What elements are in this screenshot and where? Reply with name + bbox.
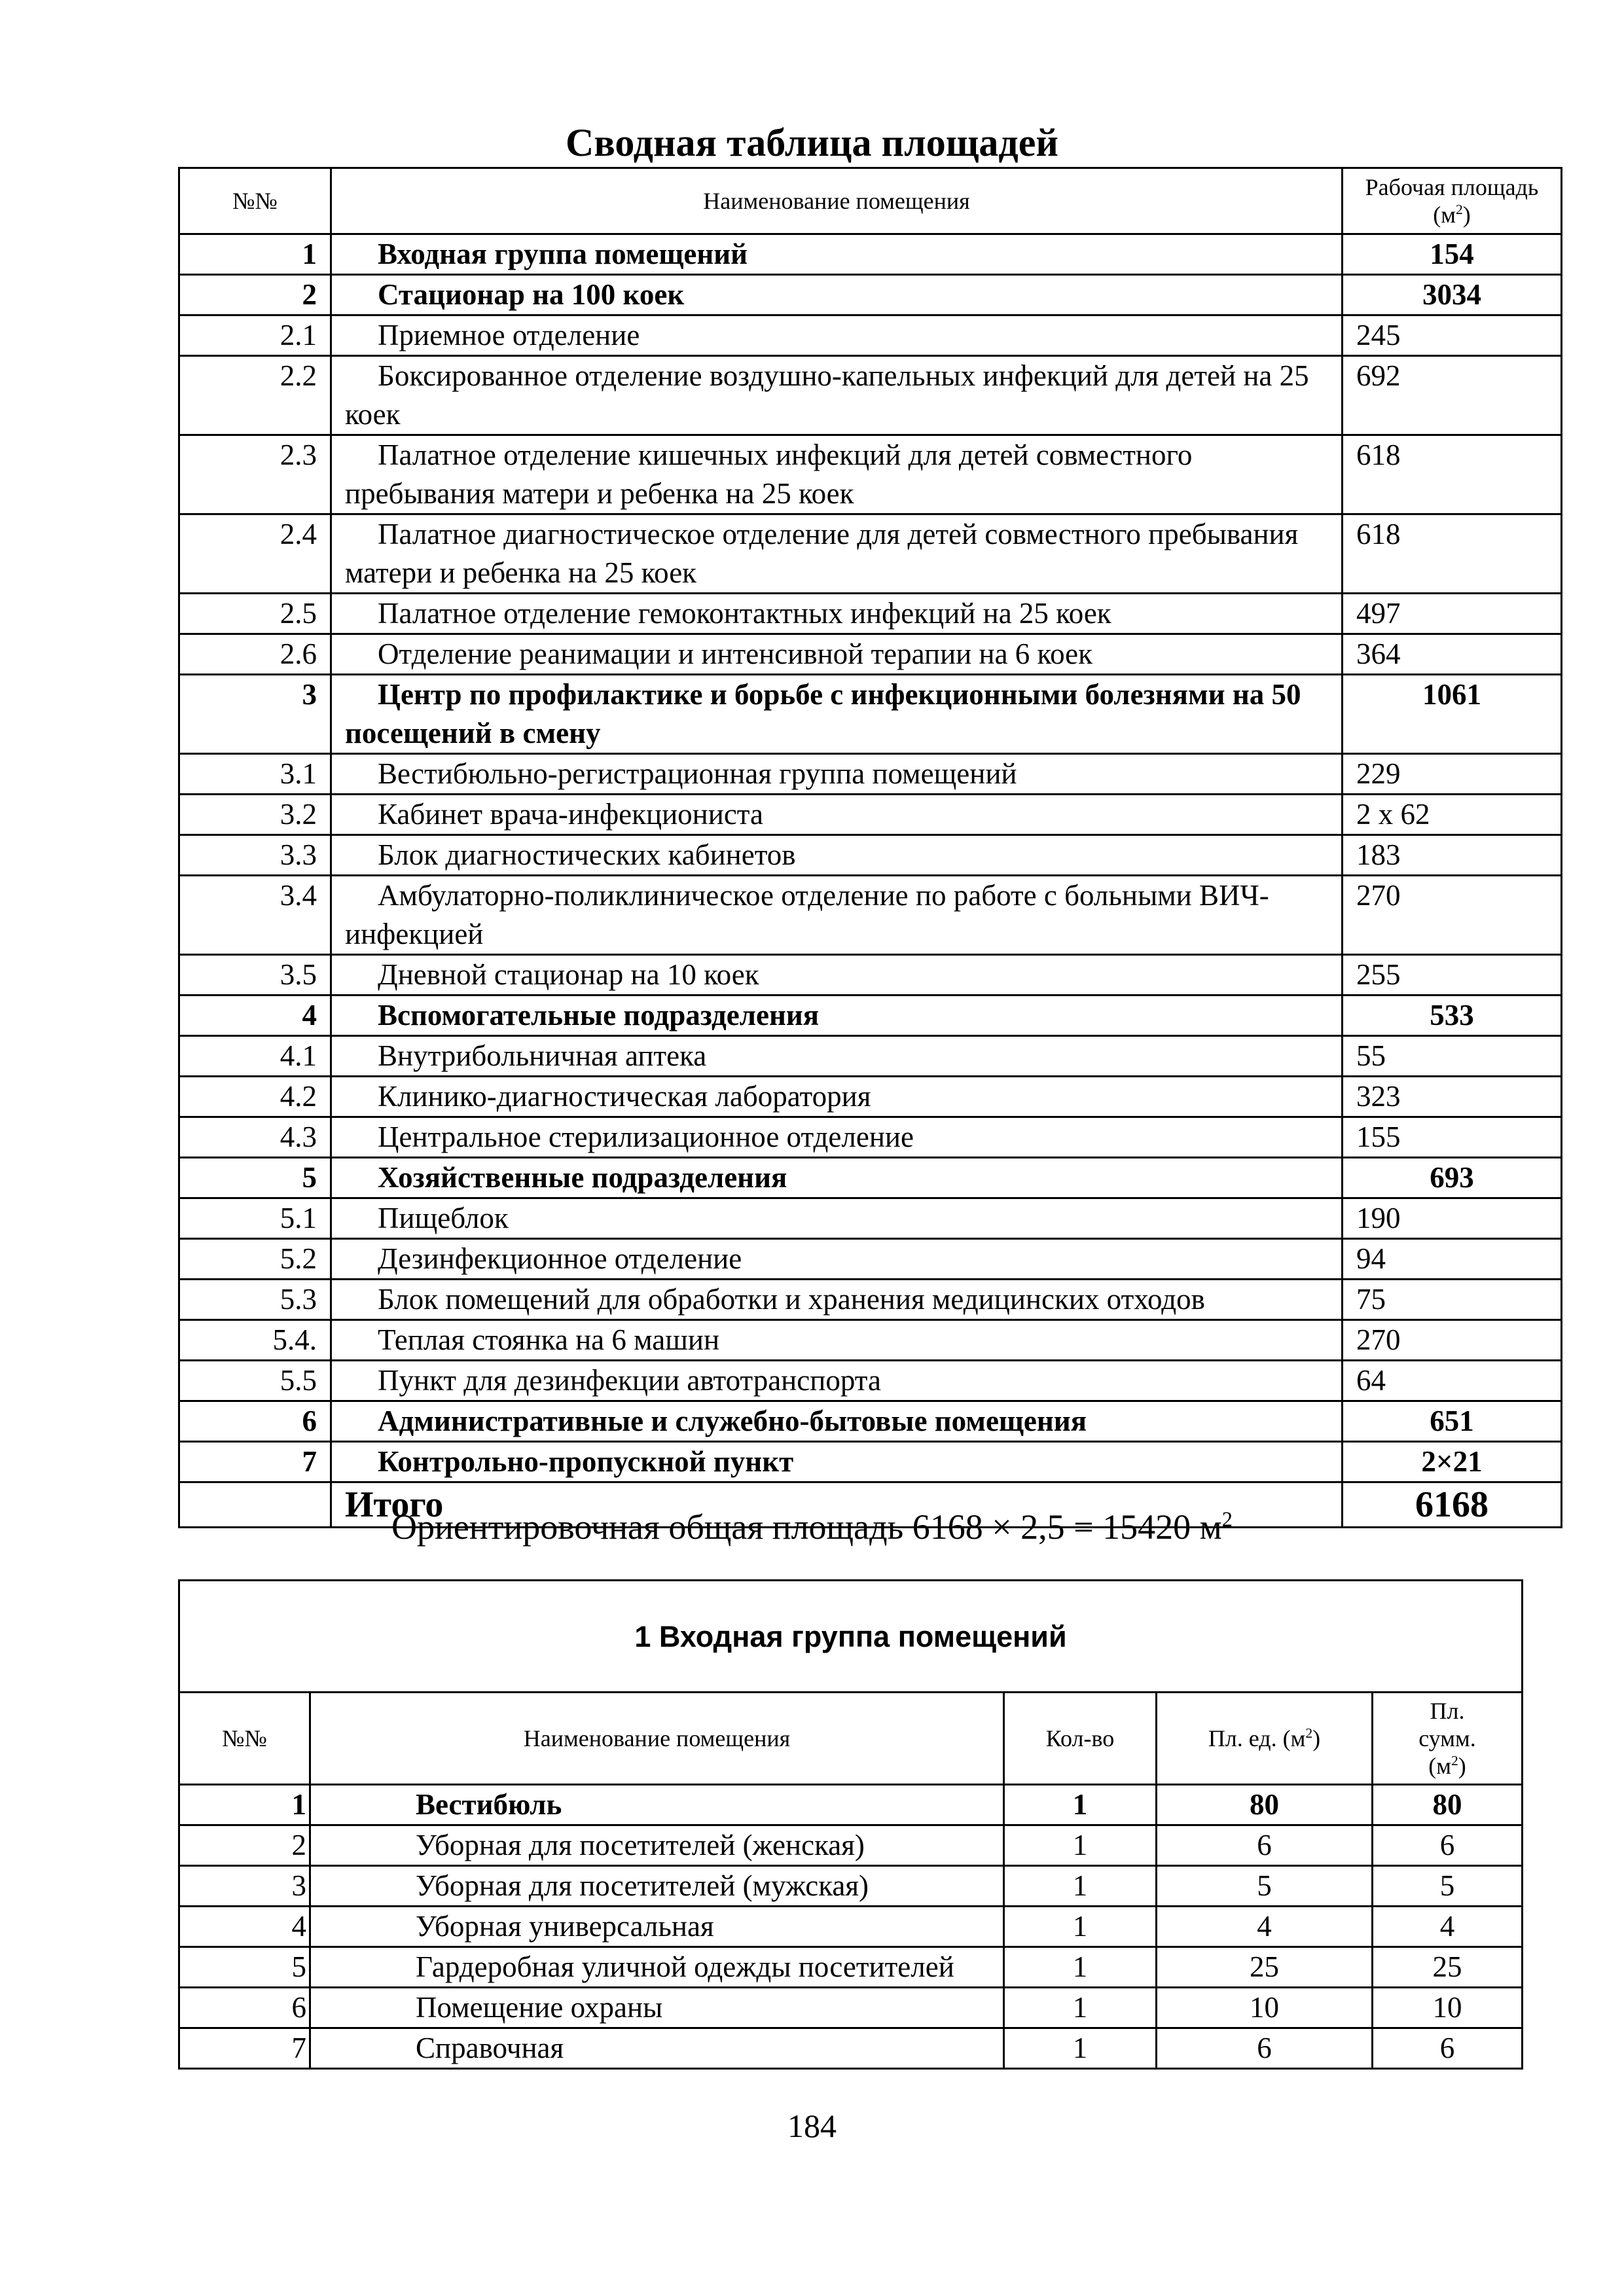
section-row-number: 6 (179, 1988, 310, 2028)
section-room-name-text: Вестибюль (416, 1788, 562, 1821)
section-header-row (179, 1693, 1523, 1785)
summary-row (179, 1036, 1562, 1077)
room-name (331, 754, 1343, 795)
summary-table (178, 167, 1562, 1528)
summary-row (179, 1442, 1562, 1482)
room-name-text: Боксированное отделение воздушно-капельных инфекций для детей на 25 коек (345, 359, 1309, 431)
area-formula (0, 1504, 1624, 1550)
room-area: 651 (1343, 1401, 1562, 1442)
summary-row (179, 275, 1562, 315)
row-number: 3 (179, 675, 331, 754)
room-name (331, 955, 1343, 996)
header-area (1343, 168, 1562, 234)
page-title: Сводная таблица площадей (566, 121, 1058, 164)
room-area: 183 (1343, 835, 1562, 876)
row-number: 4.2 (179, 1077, 331, 1117)
row-number: 5.2 (179, 1239, 331, 1280)
total-label-text: Итого (345, 1484, 444, 1525)
row-number: 5 (179, 1158, 331, 1198)
room-name-text: Дезинфекционное отделение (378, 1242, 742, 1275)
section-table (178, 1579, 1523, 2070)
section-room-unit-area: 80 (1157, 1785, 1373, 1825)
area-formula-sup: 2 (1221, 1508, 1233, 1532)
room-area: 245 (1343, 315, 1562, 356)
section-row-number: 1 (179, 1785, 310, 1825)
row-number: 5.4. (179, 1320, 331, 1361)
summary-row (179, 835, 1562, 876)
room-area: 1061 (1343, 675, 1562, 754)
section-row-number: 5 (179, 1947, 310, 1988)
summary-row (179, 1117, 1562, 1158)
summary-row (179, 435, 1562, 514)
room-name (331, 1401, 1343, 1442)
section-room-sum-area: 6 (1373, 1825, 1523, 1866)
section-room-qty: 1 (1004, 2028, 1157, 2069)
room-area: 75 (1343, 1280, 1562, 1320)
room-name-text: Клинико-диагностическая лаборатория (378, 1080, 871, 1113)
summary-row (179, 1320, 1562, 1361)
summary-row (179, 634, 1562, 675)
section-room-name-text: Уборная для посетителей (мужская) (416, 1869, 869, 1902)
section-title: 1 Входная группа помещений (179, 1581, 1523, 1693)
room-name-text: Теплая стоянка на 6 машин (378, 1323, 720, 1356)
room-area: 364 (1343, 634, 1562, 675)
section-header-sum-line1: Пл. (1430, 1698, 1465, 1724)
room-name-text: Вестибюльно-регистрационная группа помещений (378, 757, 1017, 790)
section-row (179, 2028, 1523, 2069)
section-room-unit-area: 10 (1157, 1988, 1373, 2028)
summary-row (179, 1280, 1562, 1320)
row-number: 4.3 (179, 1117, 331, 1158)
room-name (331, 1117, 1343, 1158)
summary-row (179, 514, 1562, 594)
header-area-label: Рабочая площадь (1365, 174, 1539, 200)
section-room-qty: 1 (1004, 1947, 1157, 1988)
summary-row (179, 675, 1562, 754)
room-name-text: Контрольно-пропускной пункт (378, 1445, 794, 1478)
row-number: 5.5 (179, 1361, 331, 1401)
section-room-qty: 1 (1004, 1825, 1157, 1866)
total-value: 6168 (1343, 1482, 1562, 1528)
row-number: 5.3 (179, 1280, 331, 1320)
section-header-unit-area-sup: 2 (1305, 1725, 1313, 1741)
row-number: 2.2 (179, 356, 331, 435)
summary-row (179, 1361, 1562, 1401)
section-room-qty: 1 (1004, 1866, 1157, 1907)
room-name (331, 835, 1343, 876)
room-name-text: Административные и служебно-бытовые помещения (378, 1405, 1087, 1437)
summary-row (179, 234, 1562, 275)
summary-row (179, 1077, 1562, 1117)
section-header-sum-unit-close: ) (1458, 1753, 1466, 1779)
room-name (331, 1036, 1343, 1077)
section-header-sum-unit-open: (м (1428, 1753, 1451, 1779)
room-area: 618 (1343, 514, 1562, 594)
header-name: Наименование помещения (331, 168, 1343, 234)
section-header-num: №№ (179, 1693, 310, 1785)
room-area: 3034 (1343, 275, 1562, 315)
room-area: 497 (1343, 594, 1562, 634)
section-room-sum-area: 80 (1373, 1785, 1523, 1825)
section-row-number: 2 (179, 1825, 310, 1866)
section-room-name-text: Помещение охраны (416, 1991, 663, 2024)
section-room-qty: 1 (1004, 1907, 1157, 1947)
room-name (331, 1442, 1343, 1482)
summary-row (179, 1401, 1562, 1442)
summary-row (179, 315, 1562, 356)
room-area: 323 (1343, 1077, 1562, 1117)
room-area: 2×21 (1343, 1442, 1562, 1482)
row-number: 5.1 (179, 1198, 331, 1239)
room-name (331, 315, 1343, 356)
room-name-text: Кабинет врача-инфекциониста (378, 798, 763, 831)
room-name (331, 675, 1343, 754)
row-number: 2.3 (179, 435, 331, 514)
section-row (179, 1866, 1523, 1907)
room-name (331, 356, 1343, 435)
section-room-name (310, 2028, 1004, 2069)
header-area-unit-close: ) (1462, 202, 1471, 228)
room-name-text: Отделение реанимации и интенсивной терапии на 6 коек (378, 637, 1093, 670)
area-formula-text: Ориентировочная общая площадь 6168 × 2,5 = 15420 м (391, 1507, 1222, 1547)
section-header-qty: Кол-во (1004, 1693, 1157, 1785)
section-room-unit-area: 6 (1157, 2028, 1373, 2069)
section-room-sum-area: 10 (1373, 1988, 1523, 2028)
section-header-sum-unit-sup: 2 (1451, 1753, 1458, 1768)
room-name (331, 275, 1343, 315)
summary-row (179, 795, 1562, 835)
row-number: 7 (179, 1442, 331, 1482)
section-room-unit-area: 5 (1157, 1866, 1373, 1907)
summary-row (179, 876, 1562, 955)
section-room-name-text: Уборная универсальная (416, 1910, 714, 1943)
section-row (179, 1825, 1523, 1866)
row-number: 2.4 (179, 514, 331, 594)
section-room-sum-area: 6 (1373, 2028, 1523, 2069)
section-row (179, 1907, 1523, 1947)
room-area: 155 (1343, 1117, 1562, 1158)
room-name-text: Центр по профилактике и борьбе с инфекционными болезнями на 50 посещений в смену (345, 678, 1301, 749)
room-name (331, 795, 1343, 835)
section-title-row (179, 1581, 1523, 1693)
room-name (331, 996, 1343, 1036)
summary-row (179, 1239, 1562, 1280)
room-name (331, 634, 1343, 675)
room-name-text: Входная группа помещений (378, 238, 748, 270)
section-header-unit-area-label: Пл. ед. (м (1208, 1725, 1306, 1751)
room-area: 270 (1343, 876, 1562, 955)
row-number: 3.5 (179, 955, 331, 996)
summary-row (179, 594, 1562, 634)
section-header-sum-line2: сумм. (1418, 1725, 1476, 1751)
section-row-number: 7 (179, 2028, 310, 2069)
section-header-sum (1373, 1693, 1523, 1785)
room-name (331, 594, 1343, 634)
room-area: 255 (1343, 955, 1562, 996)
section-room-name (310, 1866, 1004, 1907)
room-name (331, 1158, 1343, 1198)
room-name-text: Палатное диагностическое отделение для детей совместного пребывания матери и ребенка на 25 коек (345, 518, 1299, 589)
section-room-unit-area: 25 (1157, 1947, 1373, 1988)
summary-row (179, 955, 1562, 996)
room-area: 693 (1343, 1158, 1562, 1198)
section-row-number: 4 (179, 1907, 310, 1947)
room-area: 229 (1343, 754, 1562, 795)
row-number: 2 (179, 275, 331, 315)
section-header-unit-area-close: ) (1312, 1725, 1321, 1751)
room-area: 270 (1343, 1320, 1562, 1361)
header-area-unit-sup: 2 (1455, 202, 1463, 217)
header-area-unit-open: (м (1433, 202, 1456, 228)
room-area: 618 (1343, 435, 1562, 514)
row-number: 2.1 (179, 315, 331, 356)
section-row-number: 3 (179, 1866, 310, 1907)
row-number: 3.4 (179, 876, 331, 955)
section-room-name-text: Уборная для посетителей (женская) (416, 1829, 865, 1861)
room-name (331, 1198, 1343, 1239)
room-name-text: Блок диагностических кабинетов (378, 838, 796, 871)
row-number: 2.6 (179, 634, 331, 675)
room-name-text: Амбулаторно-поликлиническое отделение по работе с больными ВИЧ-инфекцией (345, 879, 1269, 950)
room-name-text: Дневной стационар на 10 коек (378, 958, 759, 991)
summary-row (179, 356, 1562, 435)
header-num: №№ (179, 168, 331, 234)
section-room-name (310, 1988, 1004, 2028)
section-header-name: Наименование помещения (310, 1693, 1004, 1785)
section-room-name (310, 1785, 1004, 1825)
section-room-sum-area: 25 (1373, 1947, 1523, 1988)
room-name-text: Пункт для дезинфекции автотранспорта (378, 1364, 881, 1397)
row-number: 4 (179, 996, 331, 1036)
room-name-text: Палатное отделение гемоконтактных инфекций на 25 коек (378, 597, 1111, 630)
section-row (179, 1785, 1523, 1825)
section-room-name (310, 1825, 1004, 1866)
room-area: 154 (1343, 234, 1562, 275)
room-name-text: Хозяйственные подразделения (378, 1161, 787, 1194)
section-room-name-text: Гардеробная уличной одежды посетителей (416, 1950, 954, 1983)
summary-row (179, 1158, 1562, 1198)
section-room-qty: 1 (1004, 1785, 1157, 1825)
summary-row (179, 1198, 1562, 1239)
room-name (331, 1320, 1343, 1361)
row-number: 4.1 (179, 1036, 331, 1077)
row-number: 2.5 (179, 594, 331, 634)
room-area: 692 (1343, 356, 1562, 435)
room-name (331, 1239, 1343, 1280)
room-name (331, 514, 1343, 594)
room-name-text: Блок помещений для обработки и хранения медицинских отходов (378, 1283, 1205, 1316)
room-area: 94 (1343, 1239, 1562, 1280)
room-name-text: Приемное отделение (378, 319, 640, 351)
row-number: 3.1 (179, 754, 331, 795)
section-room-name-text: Справочная (416, 2032, 564, 2064)
row-number: 3.2 (179, 795, 331, 835)
room-name (331, 1077, 1343, 1117)
section-room-sum-area: 5 (1373, 1866, 1523, 1907)
section-room-qty: 1 (1004, 1988, 1157, 2028)
room-area: 2 x 62 (1343, 795, 1562, 835)
room-name-text: Пищеблок (378, 1202, 509, 1234)
room-name (331, 234, 1343, 275)
summary-header-row (179, 168, 1562, 234)
section-room-unit-area: 6 (1157, 1825, 1373, 1866)
room-name-text: Вспомогательные подразделения (378, 999, 820, 1031)
room-name-text: Центральное стерилизационное отделение (378, 1121, 914, 1153)
room-area: 55 (1343, 1036, 1562, 1077)
room-area: 190 (1343, 1198, 1562, 1239)
summary-row (179, 996, 1562, 1036)
room-area: 64 (1343, 1361, 1562, 1401)
section-row (179, 1947, 1523, 1988)
row-number: 6 (179, 1401, 331, 1442)
section-row (179, 1988, 1523, 2028)
room-name-text: Внутрибольничная аптека (378, 1039, 707, 1072)
section-room-name (310, 1947, 1004, 1988)
section-room-sum-area: 4 (1373, 1907, 1523, 1947)
room-name-text: Палатное отделение кишечных инфекций для детей совместного пребывания матери и ребенка на 25 коек (345, 439, 1193, 510)
room-name-text: Стационар на 100 коек (378, 278, 685, 311)
row-number: 3.3 (179, 835, 331, 876)
page-number: 184 (787, 2108, 837, 2144)
section-header-unit-area (1157, 1693, 1373, 1785)
room-name (331, 1361, 1343, 1401)
room-area: 533 (1343, 996, 1562, 1036)
room-name (331, 435, 1343, 514)
summary-row (179, 754, 1562, 795)
room-name (331, 1280, 1343, 1320)
room-name (331, 876, 1343, 955)
row-number: 1 (179, 234, 331, 275)
section-room-unit-area: 4 (1157, 1907, 1373, 1947)
section-room-name (310, 1907, 1004, 1947)
